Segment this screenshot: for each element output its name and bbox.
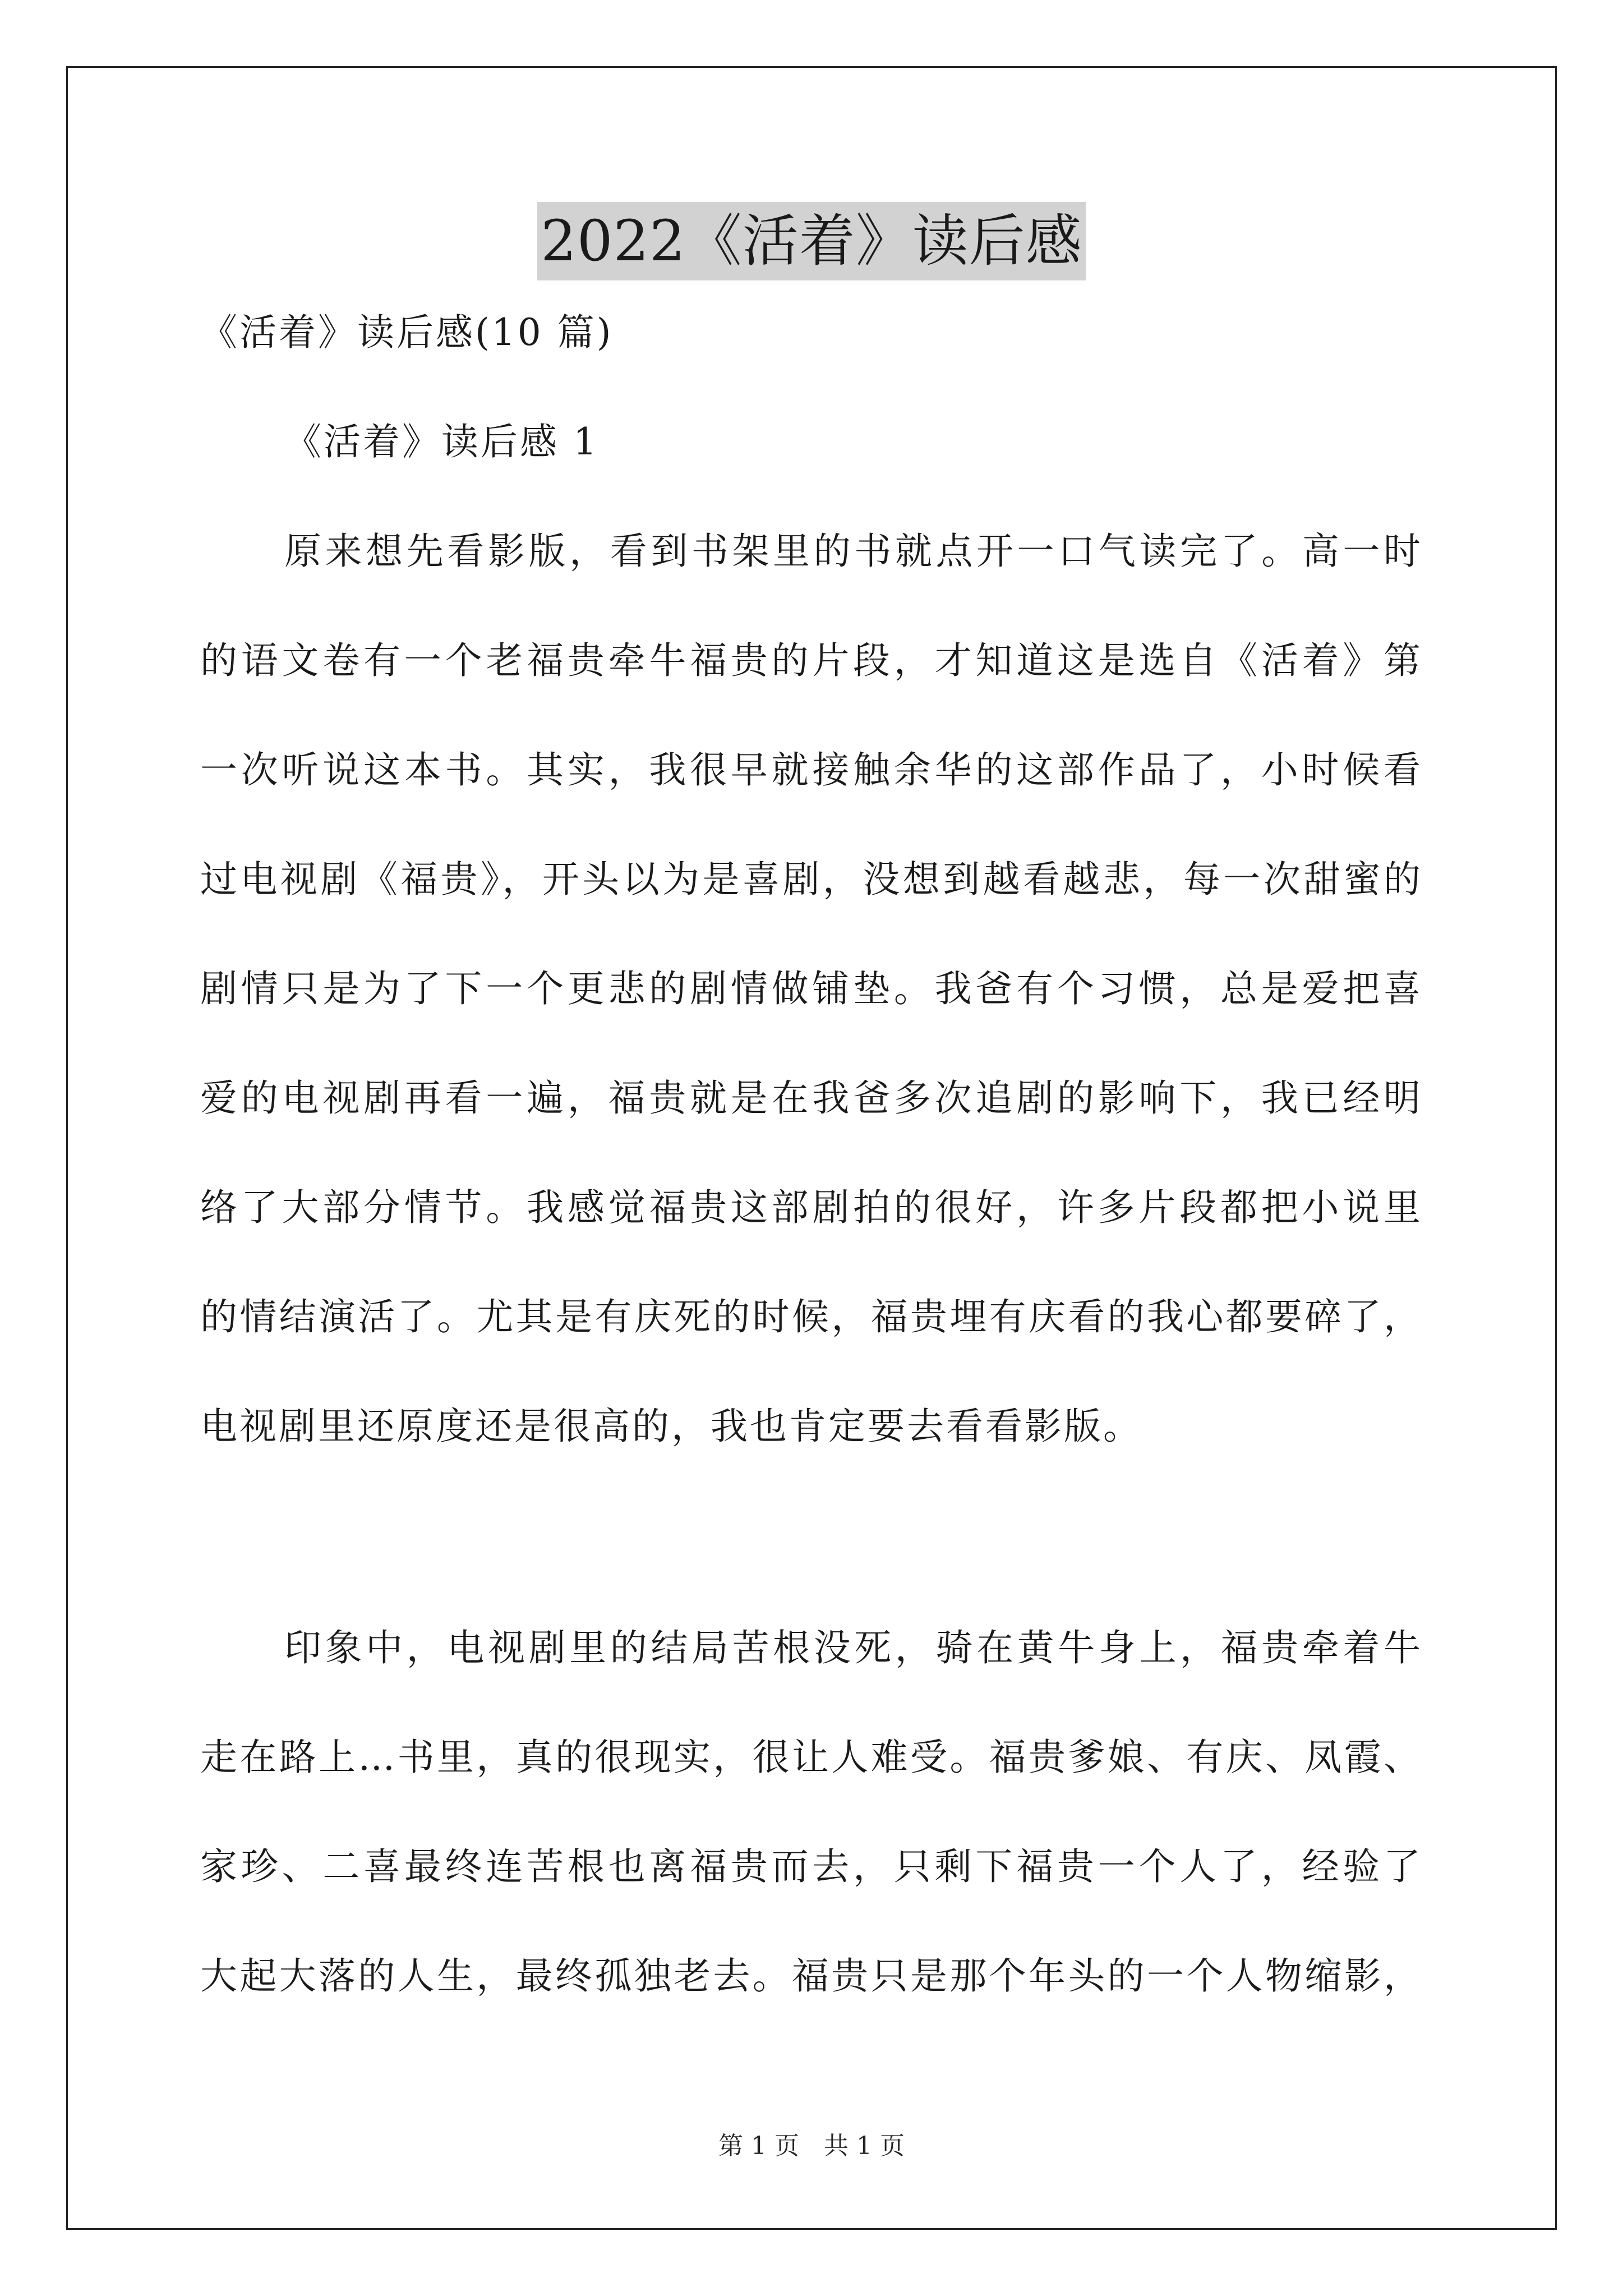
paragraph-line: 的情结演活了。尤其是有庆死的时候，福贵埋有庆看的我心都要碎了，: [200, 1295, 1423, 1338]
paragraph-2: [200, 1626, 1423, 2067]
paragraph-line: 剧情只是为了下一个更悲的剧情做铺垫。我爸有个习惯，总是爱把喜: [200, 967, 1423, 1010]
paragraph-1: [200, 530, 1423, 1517]
title-container: [0, 202, 1623, 280]
document-body: [200, 311, 1423, 2067]
paragraph-line: 的语文卷有一个老福贵牵牛福贵的片段，才知道这是选自《活着》第: [200, 639, 1423, 682]
paragraph-line: 爱的电视剧再看一遍，福贵就是在我爸多次追剧的影响下，我已经明: [200, 1076, 1423, 1120]
paragraph-line: 电视剧里还原度还是很高的，我也肯定要去看看影版。: [200, 1405, 1142, 1448]
paragraph-line: 过电视剧《福贵》，开头以为是喜剧，没想到越看越悲，每一次甜蜜的: [200, 858, 1423, 901]
paragraph-gap: [200, 1517, 1423, 1630]
document-title: 2022《活着》读后感: [537, 202, 1086, 280]
paragraph-line: 络了大部分情节。我感觉福贵这部剧拍的很好，许多片段都把小说里: [200, 1186, 1423, 1229]
section-heading: 《活着》读后感 1: [284, 420, 599, 463]
paragraph-line: 大起大落的人生，最终孤独老去。福贵只是那个年头的一个人物缩影，: [200, 1954, 1423, 1998]
paragraph-line: 走在路上…书里，真的很现实，很让人难受。福贵爹娘、有庆、凤霞、: [200, 1736, 1423, 1779]
document-subtitle: 《活着》读后感(10 篇): [200, 311, 614, 354]
paragraph-line: 原来想先看影版，看到书架里的书就点开一口气读完了。高一时: [284, 530, 1423, 573]
paragraph-line: 印象中，电视剧里的结局苦根没死，骑在黄牛身上，福贵牵着牛: [284, 1626, 1423, 1669]
paragraph-line: 一次听说这本书。其实，我很早就接触余华的这部作品了，小时候看: [200, 748, 1423, 792]
page-footer: 第 1 页 共 1 页: [718, 2132, 905, 2160]
paragraph-line: 家珍、二喜最终连苦根也离福贵而去，只剩下福贵一个人了，经验了: [200, 1845, 1423, 1888]
